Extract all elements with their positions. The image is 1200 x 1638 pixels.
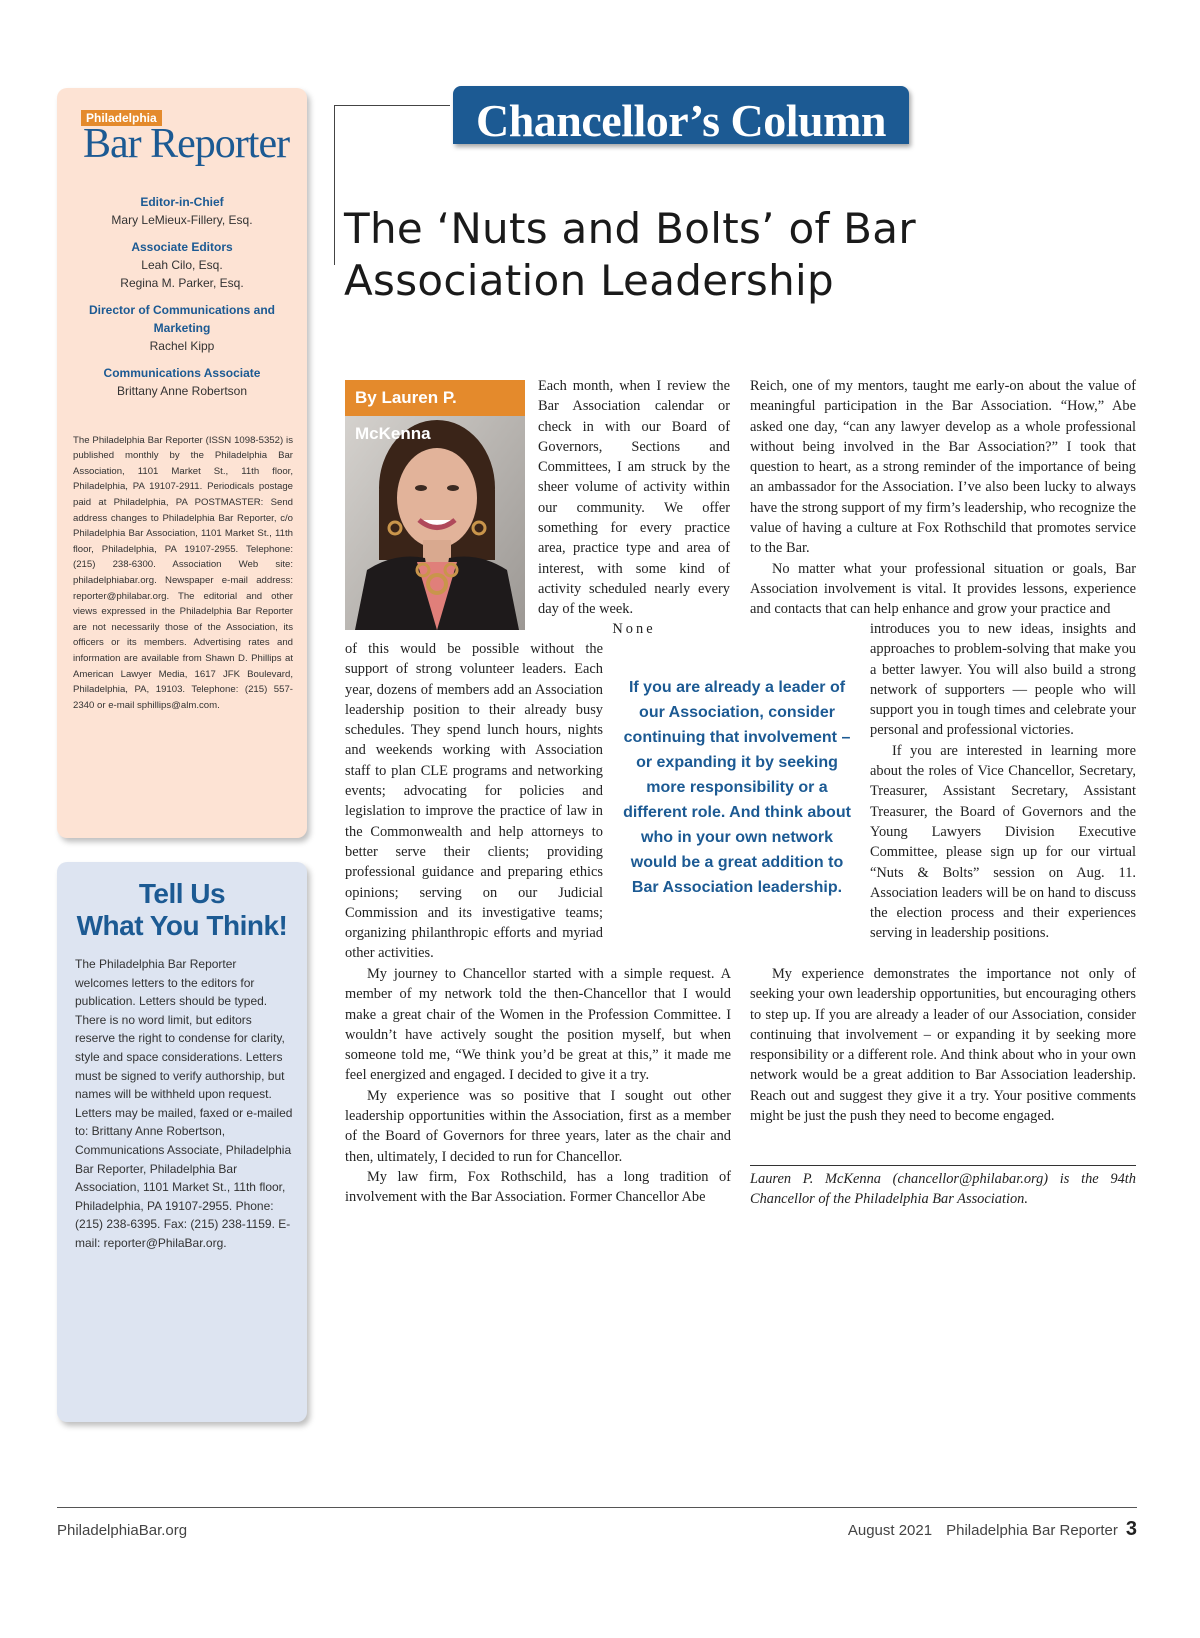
logo-tag: Philadelphia [81, 110, 162, 126]
footer-site[interactable]: PhiladelphiaBar.org [57, 1522, 188, 1539]
comm-director-role: Director of Communications and Marketing [88, 303, 276, 335]
tell-us-box [57, 862, 307, 1422]
article-column-2-lower [750, 964, 1136, 1126]
assoc-editor-name: Regina M. Parker, Esq. [120, 276, 244, 290]
pull-quote: If you are already a leader of our Association, consider continuing that involvement – or expanding it by seeking more responsibility or a different role. And think about who in your own network would be a great addition to Bar Association leadership. [623, 679, 851, 896]
article-paragraph: introduces you to new ideas, insights and approaches to problem-solving that make you a better lawyer. You will also build a strong network of supporters — people who will support you in tough times and celebrate your personal and professional victories. [870, 621, 1136, 739]
article-column-1-lower [345, 964, 731, 1208]
article-headline: The ‘Nuts and Bolts’ of Bar Association Leadership [344, 204, 916, 305]
editor-name: Mary LeMieux-Fillery, Esq. [111, 213, 253, 227]
article-paragraph: If you are interested in learning more about the roles of Vice Chancellor, Secretary, Treasurer, Assistant Secretary, Assistant Treasurer, the Board of Governors and the Young Lawyers Division Executive Committee, please sign up for our virtual “Nuts & Bolts” session on Aug. 11. Association leaders will be on hand to discuss the election process and their experiences serving in leadership positions. [870, 742, 1136, 942]
article-paragraph: No matter what your professional situation or goals, Bar Association involvement is vital. It provides lessons, experience and contacts that can help enhance and grow your practice and [750, 560, 1136, 618]
assoc-editors-role: Associate Editors [131, 240, 233, 254]
footer-date: August 2021 [847, 1522, 933, 1539]
footer-rule [57, 1507, 1137, 1508]
byline: By Lauren P. McKenna [345, 380, 525, 416]
article-paragraph: My experience demonstrates the importance not only of seeking your own leadership opportunities, but encouraging others to step up. If you are already a leader of our Association, consider continuing that involvement – or expanding it by seeking more responsibility or a different role. And think about who in your own network would be a great addition to Bar Association leadership. Reach out and suggest they give it a try. Your positive comments might be just the push they need to become engaged. [750, 966, 1136, 1125]
publication-info: The Philadelphia Bar Reporter (ISSN 1098-5352) is published monthly by the Philadelphia Bar Association, 1101 Market St., 11th floor, Philadelphia, PA 19107-2911. Periodicals postage paid at Philadelphia, PA POSTMASTER: Send address changes to Philadelphia Bar Reporter, c/o Philadelphia Bar Association, 1101 Market St., 11th floor, Philadelphia, PA 19107-2955. Telephone: (215) 238-6300. Association Web site: philadelphiabar.org. Newspaper e-mail address: reporter@philabar.org. The editorial and other views expressed in the Philadelphia Bar Reporter are not necessarily those of the Association, its officers or its members. Advertising rates and information are available from Shawn D. Phillips at American Lawyer Media, 1617 JFK Boulevard, Philadelphia, PA, 19103. Telephone: (215) 557-2340 or e-mail sphillips@alm.com. [73, 434, 293, 711]
footer-info [848, 1518, 1137, 1541]
page-number: 3 [1125, 1518, 1137, 1540]
author-bio: Lauren P. McKenna (chancellor@philabar.org) is the 94th Chancellor of the Philadelphia Bar Association. [750, 1171, 1136, 1208]
tell-us-title-line1: Tell Us [138, 878, 226, 909]
assoc-editor-name: Leah Cilo, Esq. [141, 258, 223, 272]
article-paragraph-volunteers: of this would be possible without the support of strong volunteer leaders. Each year, dozens of members add an Association leadership position to their already busy schedules. They spend lunch hours, nights and weekends working with Association staff to plan CLE programs and networking events; advocating for policies and legislation to improve the practice of law in the Commonwealth and help attorneys to better serve their clients; providing professional guidance and preparing ethics opinions; serving on our Judicial Commission and its investigative teams; organizing philanthropic efforts and myriad other activities. [345, 641, 603, 962]
article-column-2-narrow [870, 619, 1136, 944]
header-rule-vertical [334, 105, 335, 265]
staff-list [71, 193, 293, 409]
article-paragraph: Reich, one of my mentors, taught me early-on about the value of meaningful participation in the Bar Association. “How,” Abe asked one day, “can any lawyer develop as a whole professional without being involved in the Bar Association?” I took that question to heart, as a strong reminder of the importance of being an ambassador for the Association. I’ve also been lucky to always have the strong support of my firm’s leadership, who recognize the value of having a culture at Fox Rothschild that promotes service to the Bar. [750, 378, 1136, 557]
comm-associate-role: Communications Associate [103, 366, 261, 380]
bar-reporter-logo [69, 110, 295, 182]
article-paragraph: My journey to Chancellor started with a simple request. A member of my network told the then-Chancellor that I would make a great chair of the Women in the Profession Committee. I wouldn’t have actively sought the position myself, but when someone told me, “We think you’d be great at this,” it made me feel energized and engaged. I decided to give it a try. [345, 966, 731, 1084]
column-title-banner [453, 86, 909, 144]
logo-name: Bar Reporter [83, 121, 290, 167]
header-rule-horizontal [334, 105, 450, 106]
editor-role: Editor-in-Chief [140, 195, 224, 209]
bio-divider [750, 1165, 1136, 1166]
tell-us-title-line2: What You Think! [76, 910, 288, 941]
comm-director-name: Rachel Kipp [149, 339, 215, 353]
article-paragraph-intro: Each month, when I review the Bar Association calendar or check in with our Board of Governors, Sections and Committees, I am struck by the sheer volume of activity within our community. We offer something for every practice area, practice type and area of interest, with some kind of activity scheduled nearly every day of the week. [538, 378, 730, 618]
footer-publication: Philadelphia Bar Reporter [946, 1522, 1118, 1539]
article-word-none: None [612, 621, 656, 637]
article-column-2-upper [750, 376, 1136, 620]
tell-us-title [57, 878, 307, 942]
column-title: Chancellor’s Column [475, 95, 887, 144]
tell-us-body: The Philadelphia Bar Reporter welcomes letters to the editors for publication. Letters should be typed. There is no word limit, but editors reserve the right to condense for clarity, style and space considerations. Letters must be signed to verify authorship, but names will be withheld upon request. Letters may be mailed, faxed or e-mailed to: Brittany Anne Robertson, Communications Associate, Philadelphia Bar Reporter, Philadelphia Bar Association, 1101 Market St., 11th floor, Philadelphia, PA 19107-2955. Phone: (215) 238-6395. Fax: (215) 238-1159. E-mail: reporter@PhilaBar.org. [75, 957, 293, 1250]
masthead-box [57, 88, 307, 838]
article-paragraph: My law firm, Fox Rothschild, has a long tradition of involvement with the Bar Association. Former Chancellor Abe [345, 1168, 731, 1206]
article-paragraph: My experience was so positive that I sought out other leadership opportunities within the Association, first as a member of the Board of Governors for three years, later as the chair and then, ultimately, I decided to run for Chancellor. [345, 1087, 731, 1165]
comm-associate-name: Brittany Anne Robertson [116, 384, 248, 398]
